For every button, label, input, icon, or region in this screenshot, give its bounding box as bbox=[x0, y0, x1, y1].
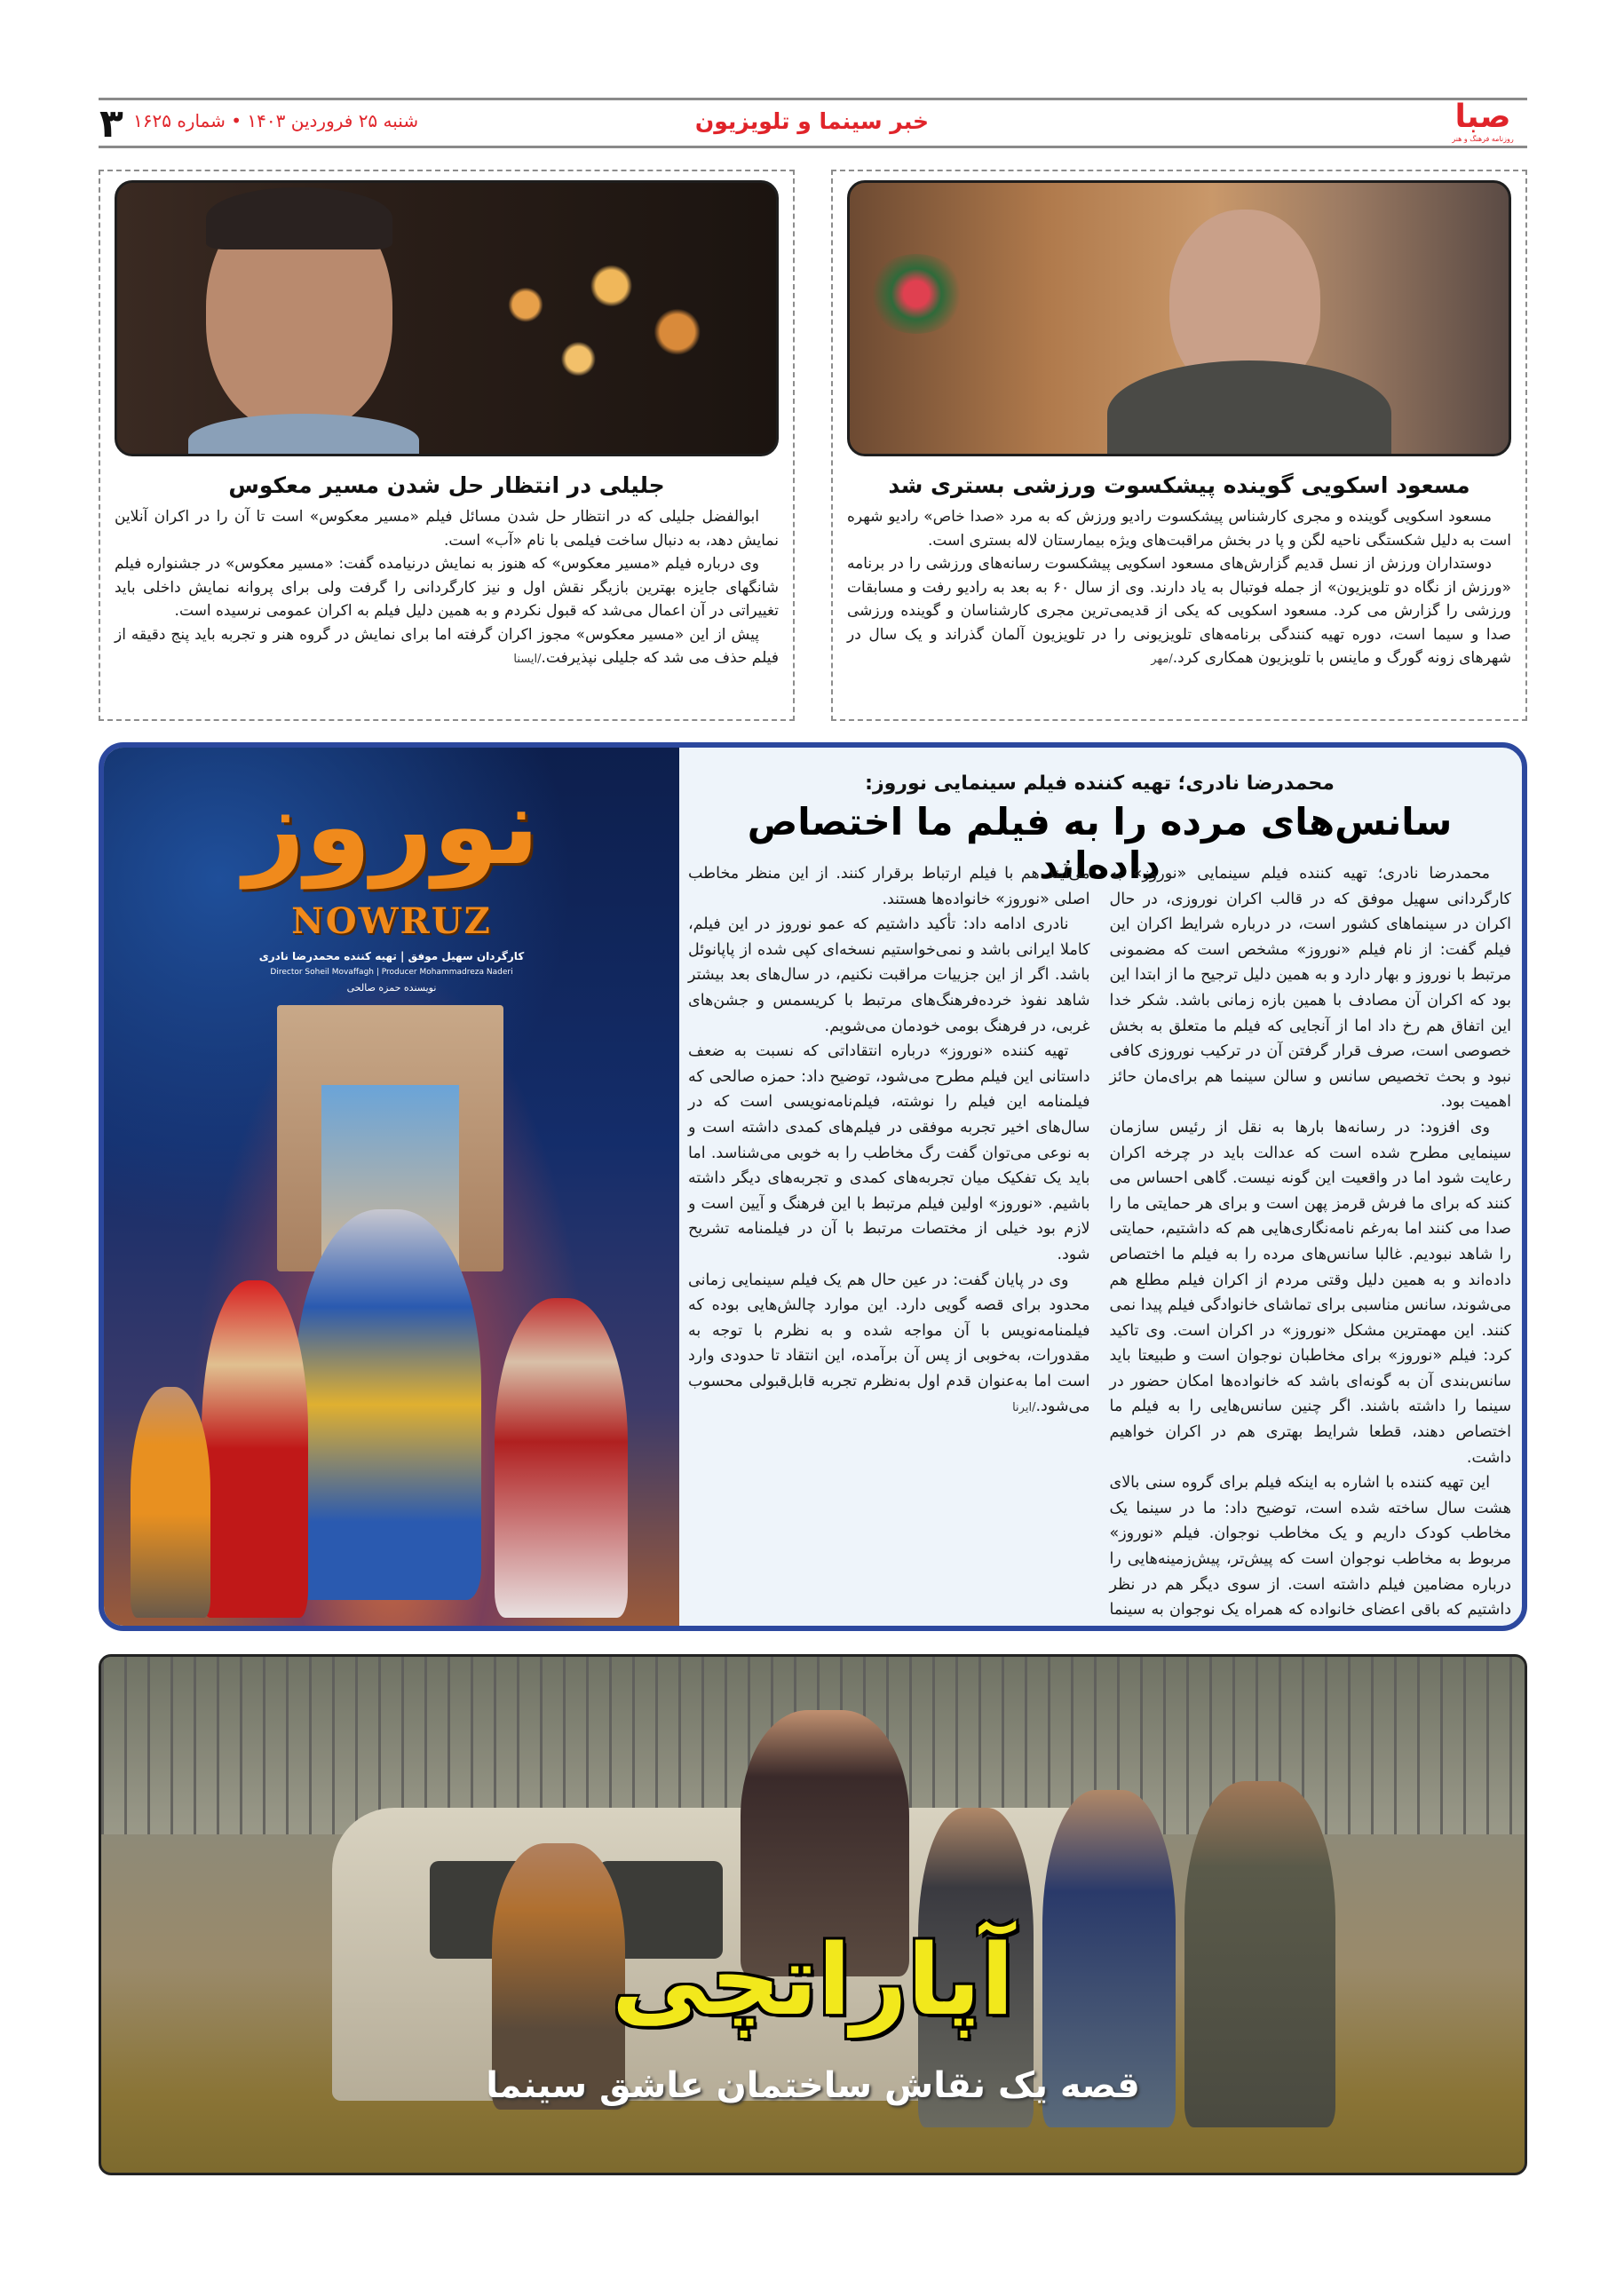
poster-character-woman bbox=[495, 1298, 628, 1618]
portrait-shirt bbox=[188, 414, 419, 456]
paragraph-text: پیش از این «مسیر معکوس» مجوز اکران گرفته اما برای نمایش در گروه هنر و تجربه باید پنج دقیقه از فیلم حذف می شد که جلیلی نپذیرفت. bbox=[115, 625, 779, 667]
poster-credit-fa: کارگردان سهیل موفق | تهیه کننده محمدرضا نادری bbox=[258, 950, 525, 962]
poster-character-jester bbox=[202, 1280, 308, 1618]
section-title: خبر سینما و تلویزیون bbox=[694, 108, 930, 134]
article-paragraph bbox=[847, 552, 1511, 672]
article-title: مسعود اسکویی گوینده پیشکسوت ورزشی بستری شد bbox=[888, 472, 1470, 498]
banner-tagline: قصه یک نقاش ساختمان عاشق سینما bbox=[486, 2065, 1140, 2106]
feature-text-area bbox=[679, 748, 1522, 1626]
poster-writer: نویسنده حمزه صالحی bbox=[346, 982, 437, 994]
article-title: جلیلی در انتظار حل شدن مسیر معکوس bbox=[228, 472, 665, 498]
article-paragraph bbox=[115, 623, 779, 672]
article-photo-eskooei bbox=[847, 180, 1511, 456]
article-paragraph bbox=[688, 1268, 1090, 1422]
film-poster-nowruz bbox=[104, 748, 679, 1626]
news-source: /ایسنا bbox=[513, 653, 542, 666]
news-source: /مهر bbox=[1151, 653, 1173, 666]
article-paragraph: وی درباره فیلم «مسیر معکوس» که هنوز به نمایش درنیامده گفت: «مسیر معکوس» در جشنواره فیلم شانگهای جایزه بهترین بازیگر نقش اول و نیز کارگردانی را گرفت ولی برای پروانه نمایش داخلی باید تغییراتی در آن اعمال می‌شد که قبول نکردم و به همین دلیل فیلم به اکران عمومی نرسیده است. bbox=[115, 555, 779, 620]
header-top-rule bbox=[99, 98, 1527, 100]
paragraph-text: دوستداران ورزش از نسل قدیم گزارش‌های مسعود اسکویی پیشکسوت رسانه‌های ورزشی را در برنامه «ورزش از نگاه دو تلویزیون» از جمله فوتبال به یاد دارند. وی از سال ۶۰ به بعد به رادیو رفت و مسابقات ورزشی را گزارش می کرد. مسعود اسکویی که یکی از قدیمی‌ترین مجری کارشناسان و گوینده ورزشی صدا و سیما است، دوره تهیه کنندگی برنامه‌های تلویزیونی را در تلویزیون آلمان گذراند و یک سال در شهرهای زونه گورگ و ماینس با تلویزیون همکاری کرد. bbox=[847, 555, 1511, 667]
logo-mark: صبا bbox=[1454, 99, 1511, 135]
poster-title-fa: نوروز bbox=[243, 765, 540, 889]
article-paragraph: این تهیه کننده با اشاره به اینکه فیلم برای گروه سنی بالای هشت سال ساخته شده است، توضیح داد: ما در سینما یک مخاطب کودک داریم و یک مخاطب نوجوان. فیلم «نوروز» مربوط به مخاطب نوجوان است که پیش‌تر، پیش‌زمینه‌هایی را درباره مضامین فیلم داشته است. از سوی دیگر هم در نظر داشتیم که باقی اعضای خانواده که همراه یک نوجوان به سینما می‌آیند هم با فیلم ارتباط برقرار کنند. از این منظر مخاطب اصلی «نوروز» خانواده‌ها هستند. bbox=[688, 865, 1511, 1620]
article-kicker: محمدرضا نادری؛ تهیه کننده فیلم سینمایی نوروز: bbox=[865, 772, 1335, 795]
logo-subtitle: روزنامه فرهنگ و هنر bbox=[1452, 135, 1514, 143]
article-photo-jalili bbox=[115, 180, 779, 456]
article-body bbox=[688, 861, 1511, 1625]
poster-credit-en: Director Soheil Movaffagh | Producer Mohammadreza Naderi bbox=[270, 968, 513, 977]
article-jalili bbox=[99, 170, 795, 721]
banner-title: آپاراتچی bbox=[611, 1923, 1015, 2037]
article-paragraph: ابوالفضل جلیلی که در انتظار حل شدن مسائل فیلم «مسیر معکوس» است تا آن را در اکران آنلاین نمایش دهد، به دنبال ساخت فیلمی با نام «آب» است. bbox=[115, 508, 779, 550]
header-bottom-rule bbox=[99, 146, 1527, 148]
article-paragraph: محمدرضا نادری؛ تهیه کننده فیلم سینمایی «نوروز» به کارگردانی سهیل موفق که در قالب اکران نوروزی، در حال اکران در سینماهای کشور است، در درباره شرایط اکران این فیلم گفت: از نام فیلم «نوروز» مشخص است که مضمونی مرتبط با نوروز و بهار دارد و به همین دلیل ترجیح ما از ابتدا این بود که اکران آن مصادف با همین بازه زمانی باشد. شکر خدا این اتفاق هم رخ داد اما از آنجایی که فیلم ما متعلق به بخش خصوصی است، صرف قرار گرفتن آن در ترکیب نوروزی کافی نبود و بحث تخصیص سانس و سالن سینما هم برای‌مان حائز اهمیت بود. bbox=[1109, 865, 1511, 1112]
portrait-jacket bbox=[1107, 360, 1391, 456]
poster-character-boy bbox=[131, 1387, 210, 1618]
article-headline: سانس‌های مرده را به فیلم ما اختصاص داده‌اند bbox=[747, 800, 1453, 887]
article-eskooei bbox=[831, 170, 1527, 721]
film-banner-aparatchi bbox=[99, 1654, 1527, 2175]
flower-pot bbox=[867, 254, 965, 334]
feature-article bbox=[99, 742, 1527, 1631]
dateline: شنبه ۲۵ فروردین ۱۴۰۳ • شماره ۱۶۲۵ bbox=[133, 110, 419, 131]
poster-character-king bbox=[295, 1209, 481, 1600]
article-paragraph: نادری ادامه داد: تأکید داشتیم که عمو نوروز در این فیلم، کاملا ایرانی باشد و نمی‌خواستیم نسخه‌ای کپی شده از پاپانوئل باشد. اگر از این جزییات مراقبت نکنیم، در سال‌های بعد بیشتر شاهد نفوذ خرده‌فرهنگ‌های مرتبط با کریسمس و جشن‌های غربی، در فرهنگ بومی خودمان می‌شویم. bbox=[688, 915, 1090, 1035]
news-source: /ایرنا bbox=[1012, 1401, 1036, 1415]
newspaper-logo[interactable] bbox=[1437, 99, 1529, 146]
portrait-hair bbox=[206, 187, 392, 249]
article-paragraph: تهیه کننده «نوروز» درباره انتقاداتی که نسبت به ضعف داستانی این فیلم مطرح می‌شود، توضیح داد: حمزه صالحی که فیلمنامه این فیلم را نوشته، فیلم‌نامه‌نویسی است که در سال‌های اخیر تجربه موفقی در فیلم‌های کمدی داشته است و به نوعی می‌توان گفت رگ مخاطب را به خوبی می‌شناسد. اما باید یک تفکیک میان تجربه‌های کمدی و تجربه‌های دیگر داشته باشیم. «نوروز» اولین فیلم مرتبط با این فرهنگ و آیین است و لازم بود خیلی از مختصات مرتبط با آن در فیلمنامه تشریح شود. bbox=[688, 1042, 1090, 1263]
article-paragraph: مسعود اسکویی گوینده و مجری کارشناس پیشکسوت رادیو ورزش که به مرد «صدا خاص» رادیو شهره است به دلیل شکستگی ناحیه لگن و پا در بخش مراقبت‌های ویژه بیمارستان لاله بستری است. bbox=[847, 508, 1511, 550]
poster-title-en: NOWRUZ bbox=[291, 900, 492, 942]
paragraph-text: وی در پایان گفت: در عین حال هم یک فیلم سینمایی زمانی محدود برای قصه گویی دارد. این موارد چالش‌هایی بوده که فیلمنامه‌نویس با آن مواجه شده و به نظرم با توجه به مقدورات، به‌خوبی از پس آن برآمده، این انتقاد تا حدودی وارد است اما به‌عنوان قدم اول به‌نظرم تجربه قابل‌قبولی محسوب می‌شود. bbox=[688, 1271, 1090, 1416]
page-number: ۳ bbox=[99, 101, 123, 147]
article-paragraph: وی افزود: در رسانه‌ها بارها به نقل از رئیس سازمان سینمایی مطرح شده است که عدالت باید در چرخه اکران رعایت شود اما در واقعیت این گونه نیست. گاهی احساس می کنند که برای ما فرش قرمز پهن است و برای هر حمایتی ما را صدا می کنند اما به‌رغم نامه‌نگاری‌هایی هم که داشتیم، حمایتی را شاهد نبودیم. غالبا سانس‌های مرده را به فیلم ما اختصاص داده‌اند و به همین دلیل وقتی مردم از اکران فیلم مطلع هم می‌شوند، سانس مناسبی برای تماشای خانوادگی فیلم پیدا نمی کنند. این مهمترین مشکل «نوروز» در اکران است. وی تاکید کرد: فیلم «نوروز» برای مخاطبان نوجوان است و طبیعتا باید سانس‌بندی آن به گونه‌ای باشد که خانواده‌ها امکان حضور در سینما را داشته باشند. اگر چنین سانس‌هایی را به فیلم ما اختصاص دهند، قطعا شرایط بهتری هم در اکران خواهیم داشت. bbox=[1109, 1118, 1511, 1467]
